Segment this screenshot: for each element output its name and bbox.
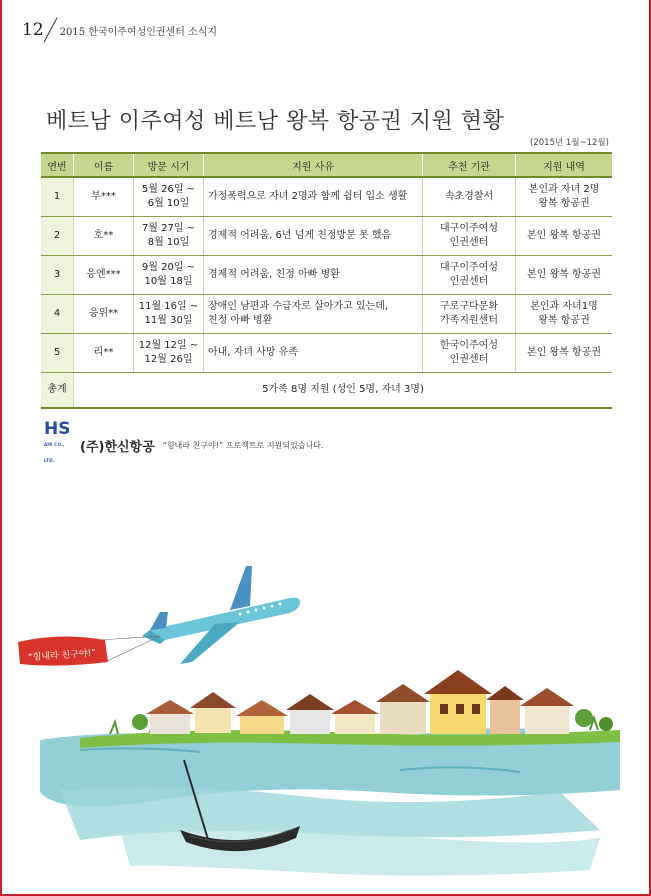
date-line2: 10월 18일 bbox=[144, 276, 193, 287]
org-line1: 구로구다문화 bbox=[440, 301, 498, 312]
row-reason bbox=[204, 295, 423, 334]
row-name: 응위** bbox=[74, 295, 134, 334]
row-date bbox=[134, 217, 204, 256]
river bbox=[40, 728, 620, 875]
total-label: 총계 bbox=[41, 373, 74, 409]
reason-line2: 친정 아빠 병환 bbox=[208, 315, 273, 326]
org-line1: 대구이주여성 bbox=[440, 262, 498, 273]
support-line1: 본인과 자녀 2명 bbox=[528, 184, 600, 195]
support-line1: 본인과 자녀1명 bbox=[530, 301, 598, 312]
col-header-reason: 지원 사유 bbox=[204, 153, 423, 177]
sponsor-credit bbox=[44, 421, 323, 469]
logo-text: HS bbox=[44, 419, 71, 439]
date-line2: 8월 10일 bbox=[147, 237, 190, 248]
row-support bbox=[516, 256, 613, 295]
row-reason bbox=[204, 217, 423, 256]
col-header-support: 지원 내역 bbox=[516, 153, 613, 177]
sponsor-note: “힘내라 친구야!” 프로젝트로 지원되었습니다. bbox=[162, 440, 324, 450]
support-line1: 본인 왕복 항공권 bbox=[527, 230, 601, 241]
period-note: (2015년 1월~12월) bbox=[530, 138, 609, 148]
date-line2: 12월 26일 bbox=[144, 354, 193, 365]
row-no: 4 bbox=[41, 295, 74, 334]
row-reason bbox=[204, 256, 423, 295]
town-buildings bbox=[132, 670, 613, 734]
row-support bbox=[516, 334, 613, 373]
support-line2: 왕복 항공권 bbox=[538, 198, 590, 209]
reason-line1: 장애인 남편과 수급자로 살아가고 있는데, bbox=[208, 301, 389, 312]
row-reason bbox=[204, 177, 423, 217]
row-date bbox=[134, 177, 204, 217]
org-line2: 인권센터 bbox=[449, 276, 489, 287]
row-name: 부*** bbox=[74, 177, 134, 217]
support-line2: 왕복 항공권 bbox=[538, 315, 590, 326]
support-status-table bbox=[41, 152, 612, 409]
date-line2: 11월 30일 bbox=[144, 315, 193, 326]
org-line1: 속초경찰서 bbox=[444, 191, 494, 202]
table-header-row bbox=[41, 153, 612, 177]
table-row bbox=[41, 295, 612, 334]
row-org bbox=[423, 177, 516, 217]
org-line1: 대구이주여성 bbox=[440, 223, 498, 234]
row-support bbox=[516, 295, 613, 334]
row-org bbox=[423, 295, 516, 334]
row-date bbox=[134, 256, 204, 295]
header-slash bbox=[44, 18, 58, 40]
col-header-org: 추천 기관 bbox=[423, 153, 516, 177]
row-support bbox=[516, 177, 613, 217]
row-org bbox=[423, 256, 516, 295]
page-number: 12 bbox=[22, 20, 44, 40]
table-row bbox=[41, 217, 612, 256]
support-line1: 본인 왕복 항공권 bbox=[527, 269, 601, 280]
row-org bbox=[423, 334, 516, 373]
table-row bbox=[41, 177, 612, 217]
page-header bbox=[22, 18, 217, 40]
table-row bbox=[41, 334, 612, 373]
col-header-date: 방문 시기 bbox=[134, 153, 204, 177]
banner-text: “힘내라 친구야!” bbox=[27, 648, 97, 664]
reason-line1: 아내, 자녀 사망 유족 bbox=[208, 347, 298, 358]
org-line2: 인권센터 bbox=[449, 354, 489, 365]
row-name: 호** bbox=[74, 217, 134, 256]
illustration bbox=[0, 550, 651, 896]
reason-line1: 경제적 어려움, 친정 아빠 병환 bbox=[208, 269, 340, 280]
reason-line1: 경제적 어려움, 6년 넘게 친정방문 못 했음 bbox=[208, 230, 392, 241]
row-no: 3 bbox=[41, 256, 74, 295]
col-header-no: 연번 bbox=[41, 153, 74, 177]
reason-line1: 가정폭력으로 자녀 2명과 함께 쉼터 입소 생활 bbox=[208, 191, 408, 202]
page-title: 베트남 이주여성 베트남 왕복 항공권 지원 현황 bbox=[46, 109, 505, 134]
row-no: 1 bbox=[41, 177, 74, 217]
date-line2: 6월 10일 bbox=[147, 198, 190, 209]
support-line1: 본인 왕복 항공권 bbox=[527, 347, 601, 358]
col-header-name: 이름 bbox=[74, 153, 134, 177]
row-name: 응엔*** bbox=[74, 256, 134, 295]
date-line1: 11월 16일 ~ bbox=[138, 301, 199, 312]
logo-subtext: AIR CO., LTD. bbox=[44, 442, 65, 463]
row-reason bbox=[204, 334, 423, 373]
date-line1: 5월 26일 ~ bbox=[141, 184, 196, 195]
total-value: 5가족 8명 지원 (성인 5명, 자녀 3명) bbox=[74, 373, 613, 409]
row-org bbox=[423, 217, 516, 256]
org-line2: 인권센터 bbox=[449, 237, 489, 248]
date-line1: 9월 20일 ~ bbox=[141, 262, 196, 273]
row-no: 2 bbox=[41, 217, 74, 256]
row-name: 리** bbox=[74, 334, 134, 373]
airplane-icon bbox=[142, 566, 300, 664]
row-no: 5 bbox=[41, 334, 74, 373]
table-total-row bbox=[41, 373, 612, 409]
sponsor-name: (주)한신항공 bbox=[80, 439, 155, 455]
table-row bbox=[41, 256, 612, 295]
publication-title: 2015 한국이주여성인권센터 소식지 bbox=[59, 27, 218, 38]
hanshin-logo bbox=[44, 421, 74, 469]
row-date bbox=[134, 295, 204, 334]
row-date bbox=[134, 334, 204, 373]
date-line1: 7월 27일 ~ bbox=[141, 223, 196, 234]
org-line2: 가족지원센터 bbox=[440, 315, 498, 326]
date-line1: 12월 12일 ~ bbox=[138, 340, 199, 351]
row-support bbox=[516, 217, 613, 256]
org-line1: 한국이주여성 bbox=[440, 340, 498, 351]
banner bbox=[18, 636, 108, 665]
